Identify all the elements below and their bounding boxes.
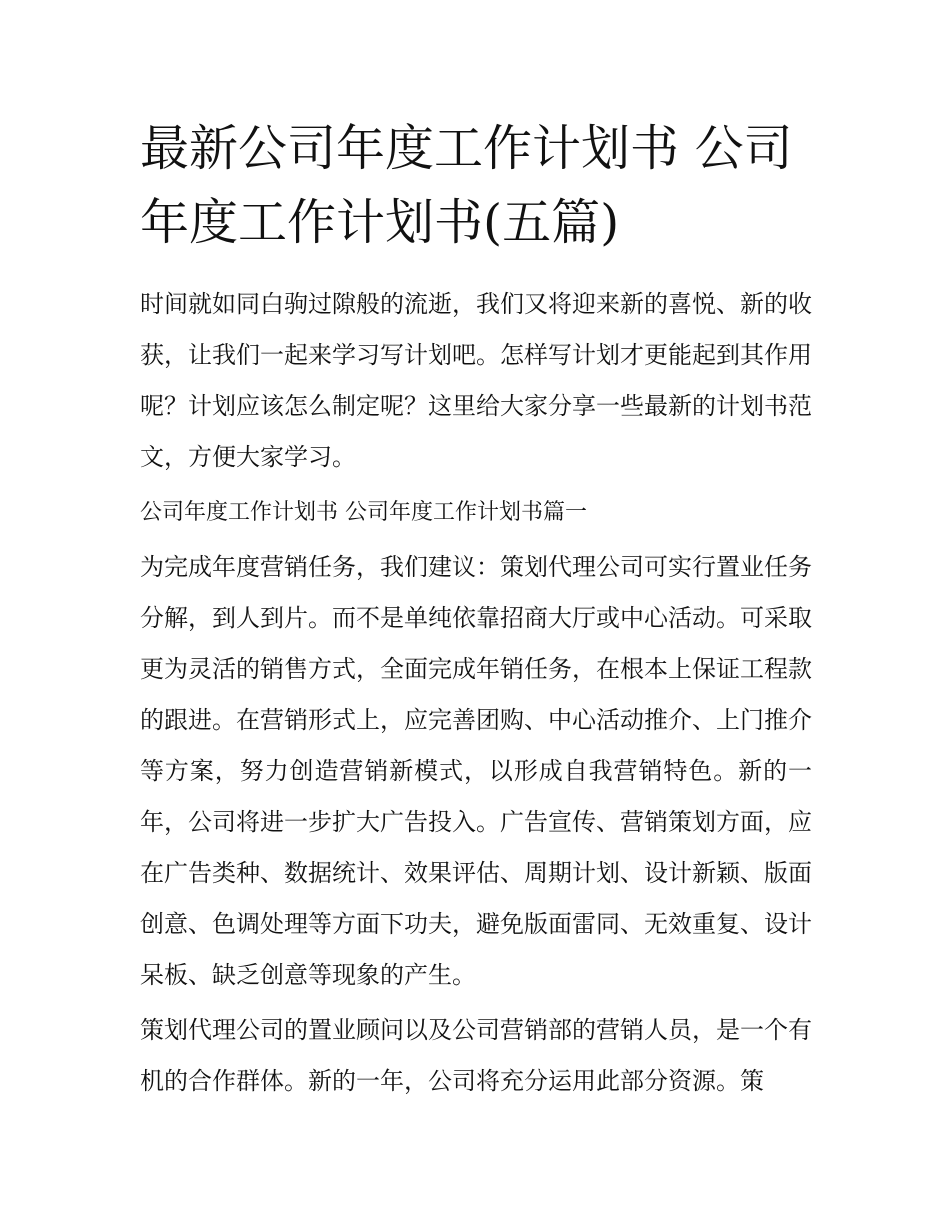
section-heading: 公司年度工作计划书 公司年度工作计划书篇一 bbox=[140, 500, 587, 525]
intro-paragraph: 时间就如同白驹过隙般的流逝，我们又将迎来新的喜悦、新的收获，让我们一起来学习写计划吧。怎样写计划才更能起到其作用呢？计划应该怎么制定呢？这里给大家分享一些最新的计划书范文，方便大家学习。 bbox=[140, 290, 812, 471]
document-body bbox=[140, 112, 812, 1111]
body-paragraph-1: 为完成年度营销任务，我们建议：策划代理公司可实行置业任务分解，到人到片。而不是单纯依靠招商大厅或中心活动。可采取更为灵活的销售方式，全面完成年销任务，在根本上保证工程款的跟进。在营销形式上，应完善团购、中心活动推介、上门推介等方案，努力创造营销新模式，以形成自我营销特色。新的一年，公司将进一步扩大广告投入。广告宣传、营销策划方面，应在广告类种、数据统计、效果评估、周期计划、设计新颖、版面创意、色调处理等方面下功夫，避免版面雷同、无效重复、设计呆板、缺乏创意等现象的产生。 bbox=[140, 553, 812, 989]
body-paragraph-2: 策划代理公司的置业顾问以及公司营销部的营销人员，是一个有机的合作群体。新的一年，公司将充分运用此部分资源。策 bbox=[140, 1016, 812, 1095]
document-title: 最新公司年度工作计划书 公司年度工作计划书(五篇) bbox=[140, 120, 793, 251]
